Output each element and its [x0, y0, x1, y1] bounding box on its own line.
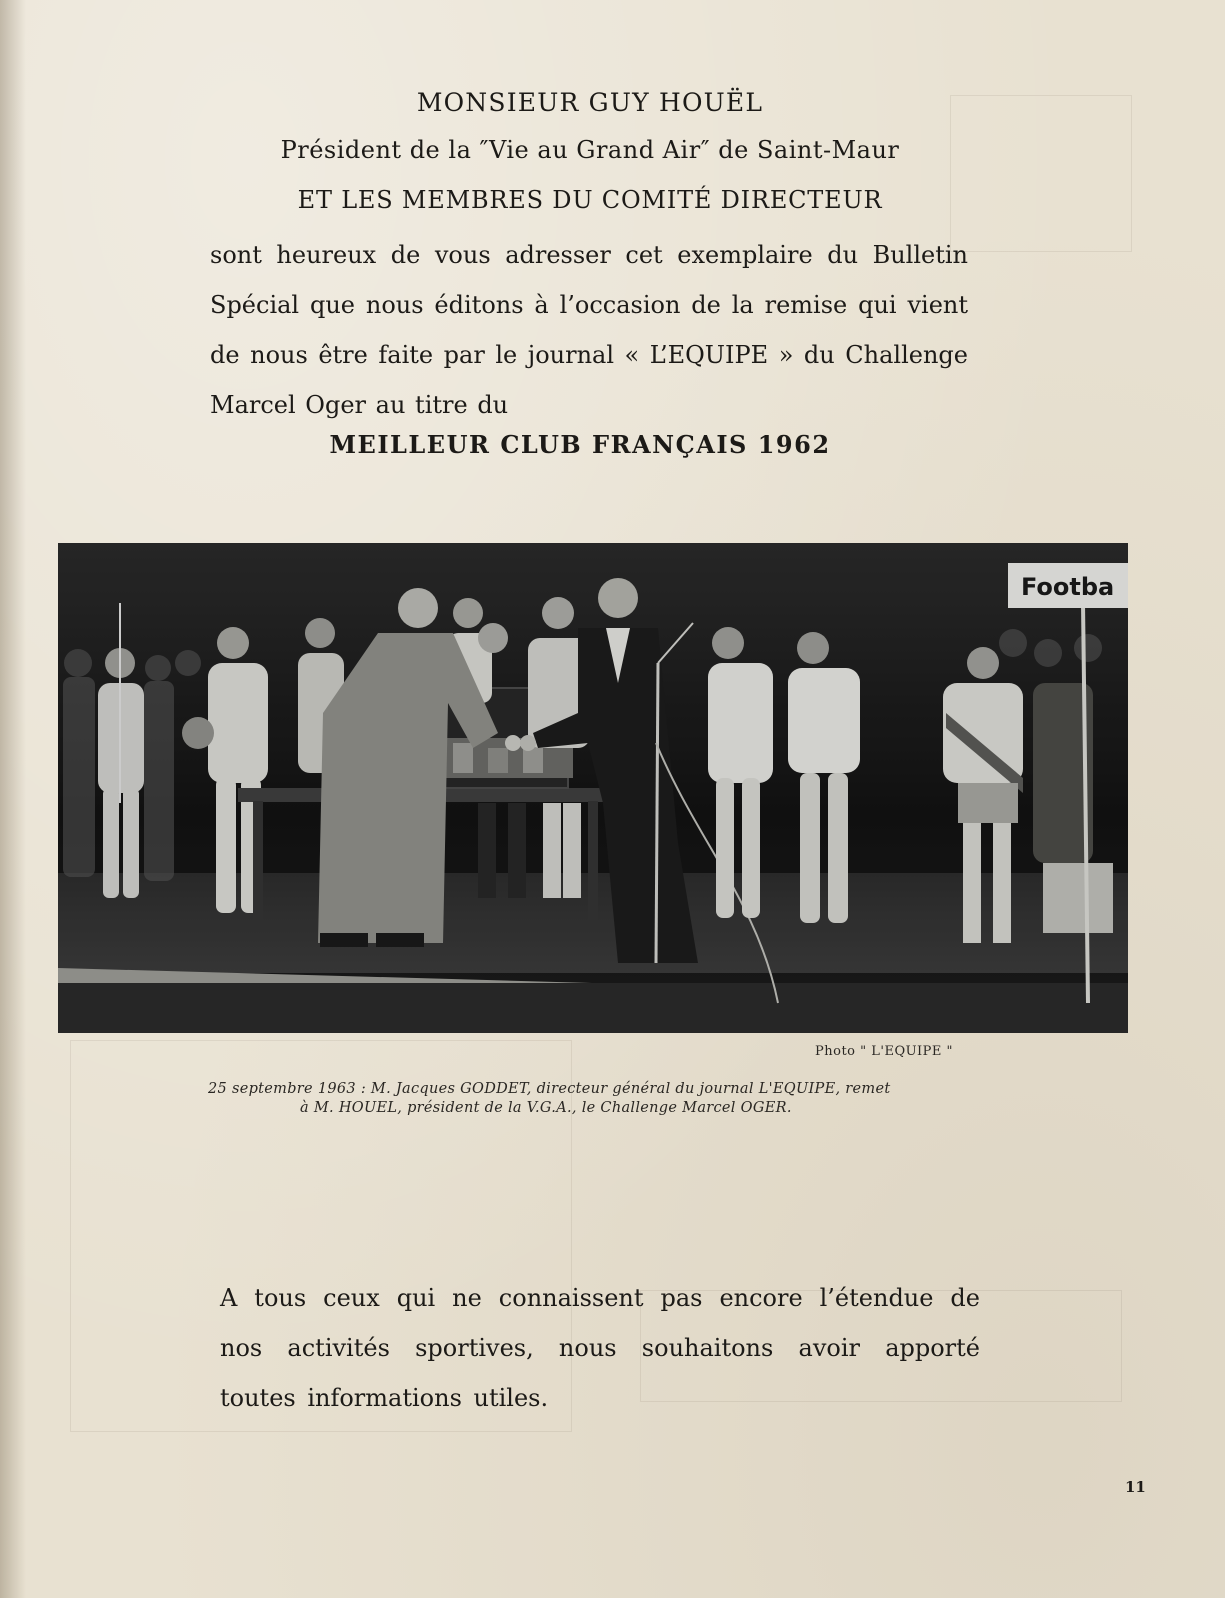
president-title: Président de la ″Vie au Grand Air″ de Saint-Maur [280, 136, 900, 164]
award-title: MEILLEUR CLUB FRANÇAIS 1962 [329, 430, 831, 459]
photo-credit: Photo " L'EQUIPE " [815, 1044, 954, 1059]
caption-line-1: 25 septembre 1963 : M. Jacques GODDET, directeur général du journal L'EQUIPE, remet [208, 1081, 891, 1097]
committee-line: ET LES MEMBRES DU COMITÉ DIRECTEUR [297, 186, 883, 214]
photo-caption [208, 1080, 978, 1118]
caption-line-2: à M. HOUEL, président de la V.G.A., le Challenge Marcel OGER. [300, 1100, 792, 1116]
closing-paragraph: A tous ceux qui ne connaissent pas encore l’étendue de nos activités sportives, nous souhaitons avoir apporté toutes informations utiles. [220, 1284, 980, 1412]
addressee-name: MONSIEUR GUY HOUËL [416, 88, 764, 117]
binding-shadow [0, 0, 26, 1598]
football-sign-text: Footba [1021, 573, 1115, 601]
page-number: 11 [1125, 1478, 1146, 1496]
intro-paragraph: sont heureux de vous adresser cet exemplaire du Bulletin Spécial que nous éditons à l’occasion de la remise qui vient de nous être faite par le journal « L’EQUIPE » du Challenge Marcel Oger au titre du [210, 241, 968, 419]
show-through-frame [950, 95, 1132, 252]
ceremony-photo [58, 543, 1128, 1033]
